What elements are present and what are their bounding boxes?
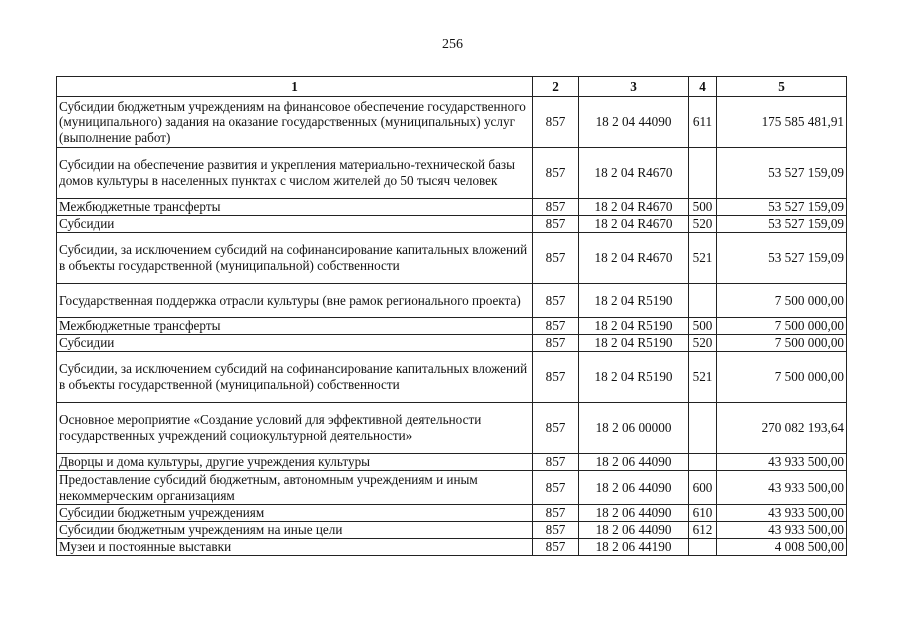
row-type: 521	[689, 233, 717, 284]
row-code: 857	[533, 505, 579, 522]
row-target: 18 2 04 R4670	[579, 233, 689, 284]
row-target: 18 2 04 44090	[579, 97, 689, 148]
row-target: 18 2 06 44090	[579, 505, 689, 522]
row-name: Основное мероприятие «Создание условий для эффективной деятельности государственных учреждений социокультурной деятельности»	[57, 403, 533, 454]
row-amount: 43 933 500,00	[717, 505, 847, 522]
row-code: 857	[533, 539, 579, 556]
row-code: 857	[533, 403, 579, 454]
row-amount: 53 527 159,09	[717, 199, 847, 216]
row-name: Субсидии бюджетным учреждениям на иные цели	[57, 522, 533, 539]
row-type: 612	[689, 522, 717, 539]
row-amount: 7 500 000,00	[717, 352, 847, 403]
row-type: 500	[689, 199, 717, 216]
row-code: 857	[533, 471, 579, 505]
row-type	[689, 539, 717, 556]
row-name: Субсидии	[57, 335, 533, 352]
row-amount: 7 500 000,00	[717, 284, 847, 318]
row-name: Субсидии, за исключением субсидий на софинансирование капитальных вложений в объекты государственной (муниципальной) собственности	[57, 352, 533, 403]
header-col-1: 1	[57, 77, 533, 97]
row-code: 857	[533, 284, 579, 318]
row-type	[689, 454, 717, 471]
row-target: 18 2 04 R4670	[579, 199, 689, 216]
row-name: Предоставление субсидий бюджетным, автономным учреждениям и иным некоммерческим организациям	[57, 471, 533, 505]
row-name: Дворцы и дома культуры, другие учреждения культуры	[57, 454, 533, 471]
table-row	[57, 403, 847, 454]
row-type	[689, 148, 717, 199]
row-type: 610	[689, 505, 717, 522]
table-row	[57, 352, 847, 403]
row-amount: 43 933 500,00	[717, 471, 847, 505]
row-amount: 4 008 500,00	[717, 539, 847, 556]
table-row	[57, 216, 847, 233]
row-type: 611	[689, 97, 717, 148]
row-code: 857	[533, 199, 579, 216]
row-name: Субсидии	[57, 216, 533, 233]
row-name: Музеи и постоянные выставки	[57, 539, 533, 556]
header-col-5: 5	[717, 77, 847, 97]
row-amount: 175 585 481,91	[717, 97, 847, 148]
header-col-2: 2	[533, 77, 579, 97]
table-row	[57, 318, 847, 335]
row-target: 18 2 04 R5190	[579, 335, 689, 352]
row-target: 18 2 04 R5190	[579, 284, 689, 318]
table-row	[57, 471, 847, 505]
row-amount: 53 527 159,09	[717, 233, 847, 284]
budget-table	[56, 76, 847, 556]
row-target: 18 2 06 00000	[579, 403, 689, 454]
row-code: 857	[533, 148, 579, 199]
row-code: 857	[533, 233, 579, 284]
row-type: 520	[689, 216, 717, 233]
row-name: Субсидии, за исключением субсидий на софинансирование капитальных вложений в объекты государственной (муниципальной) собственности	[57, 233, 533, 284]
table-row	[57, 335, 847, 352]
table-row	[57, 148, 847, 199]
table-row	[57, 454, 847, 471]
header-col-3: 3	[579, 77, 689, 97]
row-target: 18 2 06 44090	[579, 454, 689, 471]
row-name: Межбюджетные трансферты	[57, 199, 533, 216]
row-code: 857	[533, 335, 579, 352]
row-type	[689, 284, 717, 318]
table-row	[57, 199, 847, 216]
table-row	[57, 284, 847, 318]
row-target: 18 2 06 44090	[579, 522, 689, 539]
row-type	[689, 403, 717, 454]
row-type: 520	[689, 335, 717, 352]
row-code: 857	[533, 522, 579, 539]
page-number: 256	[442, 37, 463, 52]
row-code: 857	[533, 216, 579, 233]
row-target: 18 2 04 R5190	[579, 318, 689, 335]
row-name: Субсидии на обеспечение развития и укрепления материально-технической базы домов культуры в населенных пунктах с числом жителей до 50 тысяч человек	[57, 148, 533, 199]
header-col-4: 4	[689, 77, 717, 97]
row-target: 18 2 06 44090	[579, 471, 689, 505]
header-row	[57, 77, 847, 97]
row-amount: 53 527 159,09	[717, 216, 847, 233]
row-code: 857	[533, 454, 579, 471]
row-name: Субсидии бюджетным учреждениям	[57, 505, 533, 522]
row-amount: 7 500 000,00	[717, 318, 847, 335]
table-row	[57, 505, 847, 522]
row-target: 18 2 04 R4670	[579, 148, 689, 199]
row-name: Субсидии бюджетным учреждениям на финансовое обеспечение государственного (муниципального) задания на оказание государственных (муниципальных) услуг (выполнение работ)	[57, 97, 533, 148]
table-row	[57, 233, 847, 284]
row-amount: 7 500 000,00	[717, 335, 847, 352]
row-target: 18 2 04 R5190	[579, 352, 689, 403]
row-code: 857	[533, 318, 579, 335]
row-type: 600	[689, 471, 717, 505]
row-amount: 53 527 159,09	[717, 148, 847, 199]
row-amount: 43 933 500,00	[717, 454, 847, 471]
row-target: 18 2 06 44190	[579, 539, 689, 556]
row-amount: 270 082 193,64	[717, 403, 847, 454]
row-amount: 43 933 500,00	[717, 522, 847, 539]
row-code: 857	[533, 97, 579, 148]
row-name: Государственная поддержка отрасли культуры (вне рамок регионального проекта)	[57, 284, 533, 318]
row-code: 857	[533, 352, 579, 403]
table-row	[57, 522, 847, 539]
row-type: 500	[689, 318, 717, 335]
row-target: 18 2 04 R4670	[579, 216, 689, 233]
table-row	[57, 97, 847, 148]
row-name: Межбюджетные трансферты	[57, 318, 533, 335]
table-row	[57, 539, 847, 556]
row-type: 521	[689, 352, 717, 403]
